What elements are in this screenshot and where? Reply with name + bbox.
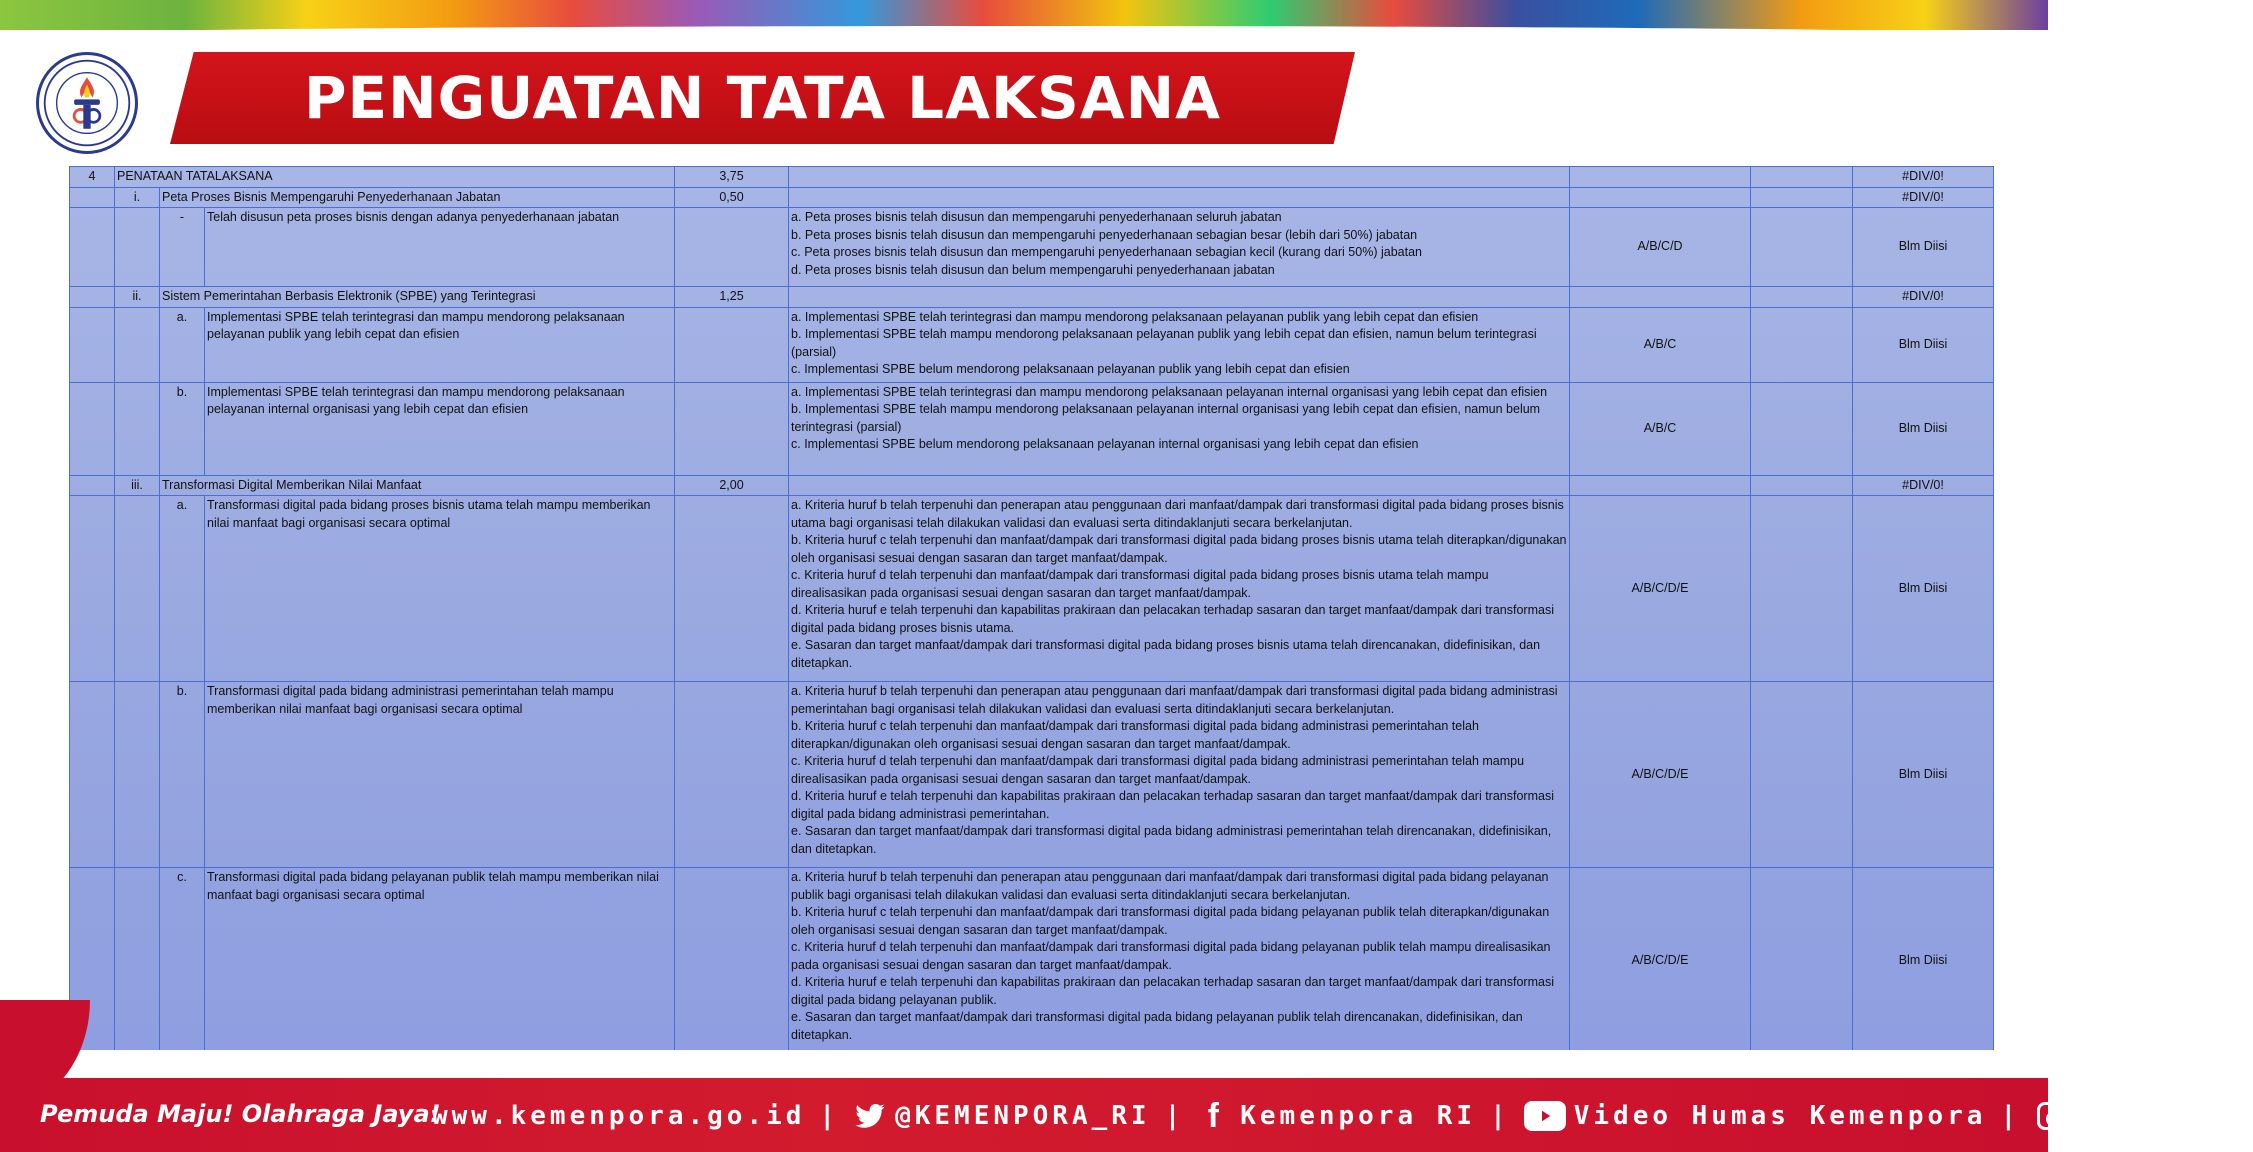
facebook-icon[interactable]: f (1207, 1096, 1223, 1135)
separator: | (1164, 1101, 1185, 1131)
criteria-cell (789, 208, 1570, 287)
criteria-row (70, 208, 1994, 287)
result-status: Blm Diisi (1853, 496, 1994, 682)
subsection-row (70, 475, 1994, 496)
criteria-option: e. Sasaran dan target manfaat/dampak dari transformasi digital pada bidang proses bisnis utama telah direncanakan, didefinisikan, dan ditetapkan. (791, 638, 1541, 670)
options-cell (1570, 167, 1751, 188)
subsection-row (70, 287, 1994, 308)
criteria-cell (789, 167, 1570, 188)
answer-input-cell[interactable] (1751, 868, 1853, 1055)
criteria-option: c. Kriteria huruf d telah terpenuhi dan manfaat/dampak dari transformasi digital pada bidang pelayanan publik telah mampu direalisasikan pada organisasi sesuai dengan sasaran dan target manfaat/dampak. (791, 940, 1551, 972)
blank-cell (115, 382, 160, 475)
facebook-name[interactable]: Kemenpora RI (1240, 1101, 1477, 1131)
criteria-row (70, 307, 1994, 382)
instagram-handle[interactable]: Kemenpora (2076, 1101, 2253, 1131)
item-marker: c. (160, 868, 205, 1055)
subsection-weight: 0,50 (675, 187, 789, 208)
criteria-option: a. Kriteria huruf b telah terpenuhi dan penerapan atau penggunaan dari manfaat/dampak dari transformasi digital pada bidang proses bisnis utama bagi organisasi telah dilakukan validasi dan evaluasi serta ditindaklanjuti secara berkelanjutan. (791, 498, 1564, 530)
blank-cell (70, 475, 115, 496)
criteria-cell (789, 475, 1570, 496)
logo-emblem-icon (41, 57, 133, 149)
item-marker: b. (160, 382, 205, 475)
subsection-label: Sistem Pemerintahan Berbasis Elektronik (SPBE) yang Terintegrasi (160, 287, 675, 308)
answer-options: A/B/C/D/E (1570, 496, 1751, 682)
criteria-row (70, 682, 1994, 868)
item-marker: b. (160, 682, 205, 868)
blank-cell (115, 496, 160, 682)
subsection-number: iii. (115, 475, 160, 496)
item-label: Telah disusun peta proses bisnis dengan adanya penyederhanaan jabatan (205, 208, 675, 287)
criteria-option: b. Implementasi SPBE telah mampu mendorong pelaksanaan pelayanan publik yang lebih cepat dan efisien, namun belum terintegrasi (parsial) (791, 327, 1537, 359)
criteria-cell (789, 187, 1570, 208)
separator: | (819, 1101, 840, 1131)
result-status: Blm Diisi (1853, 307, 1994, 382)
criteria-cell (789, 682, 1570, 868)
weight-cell (675, 382, 789, 475)
result-cell: #DIV/0! (1853, 475, 1994, 496)
weight-cell (675, 868, 789, 1055)
kemenpora-logo (36, 52, 138, 154)
result-status: Blm Diisi (1853, 682, 1994, 868)
criteria-option: c. Implementasi SPBE belum mendorong pelaksanaan pelayanan publik yang lebih cepat dan efisien (791, 362, 1350, 376)
criteria-row (70, 382, 1994, 475)
answer-cell (1751, 287, 1853, 308)
separator: | (2000, 1101, 2021, 1131)
website-link[interactable]: www.kemenpora.go.id (432, 1101, 806, 1131)
weight-cell (675, 208, 789, 287)
criteria-option: b. Kriteria huruf c telah terpenuhi dan manfaat/dampak dari transformasi digital pada bidang pelayanan publik telah diterapkan/digunakan oleh organisasi sesuai dengan sasaran dan target manfaat/dampak. (791, 905, 1550, 937)
criteria-option: b. Implementasi SPBE telah mampu mendorong pelaksanaan pelayanan internal organisasi yang lebih cepat dan efisien, namun belum terintegrasi (parsial) (791, 402, 1541, 434)
youtube-icon[interactable] (1524, 1101, 1566, 1131)
item-marker: a. (160, 496, 205, 682)
criteria-option: c. Implementasi SPBE belum mendorong pelaksanaan pelayanan internal organisasi yang lebih cepat dan efisien (791, 437, 1419, 451)
section-weight: 3,75 (675, 167, 789, 188)
blank-cell (70, 682, 115, 868)
criteria-option: a. Implementasi SPBE telah terintegrasi dan mampu mendorong pelaksanaan pelayanan publik yang lebih cepat dan efisien (791, 309, 1479, 324)
blank-cell (70, 496, 115, 682)
subsection-label: Peta Proses Bisnis Mempengaruhi Penyederhanaan Jabatan (160, 187, 675, 208)
criteria-option: d. Peta proses bisnis telah disusun dan belum mempengaruhi penyederhanaan jabatan (791, 262, 1275, 277)
answer-options: A/B/C/D (1570, 208, 1751, 287)
table-body (70, 167, 1994, 1055)
answer-input-cell[interactable] (1751, 208, 1853, 287)
criteria-option: c. Kriteria huruf d telah terpenuhi dan manfaat/dampak dari transformasi digital pada bidang administrasi pemerintahan telah mampu direalisasikan pada organisasi sesuai dengan sasaran dan target manfaat/dampak. (791, 754, 1525, 786)
subsection-label: Transformasi Digital Memberikan Nilai Manfaat (160, 475, 675, 496)
criteria-option: e. Sasaran dan target manfaat/dampak dari transformasi digital pada bidang administrasi pemerintahan telah direncanakan, didefinisikan, dan ditetapkan. (791, 824, 1552, 856)
answer-input-cell[interactable] (1751, 382, 1853, 475)
result-cell: #DIV/0! (1853, 167, 1994, 188)
blank-cell (70, 187, 115, 208)
blank-cell (115, 307, 160, 382)
criteria-option: d. Kriteria huruf e telah terpenuhi dan kapabilitas prakiraan dan pelacakan terhadap sasaran dan target manfaat/dampak dari transformasi digital pada bidang administrasi pemerintahan. (791, 789, 1554, 821)
item-marker: a. (160, 307, 205, 382)
footer-social-links (432, 1096, 2253, 1135)
blank-cell (70, 382, 115, 475)
footer-slogan: Pemuda Maju! Olahraga Jaya! (40, 1100, 441, 1128)
separator: | (1490, 1101, 1510, 1131)
blank-cell (70, 307, 115, 382)
criteria-option: a. Peta proses bisnis telah disusun dan mempengaruhi penyederhanaan seluruh jabatan (791, 210, 1282, 224)
section-number: 4 (70, 167, 115, 188)
weight-cell (675, 307, 789, 382)
result-cell: #DIV/0! (1853, 287, 1994, 308)
criteria-option: e. Sasaran dan target manfaat/dampak dari transformasi digital pada bidang pelayanan publik telah direncanakan, didefinisikan, dan ditetapkan. (791, 1010, 1523, 1042)
weight-cell (675, 496, 789, 682)
answer-options: A/B/C/D/E (1570, 682, 1751, 868)
blank-cell (115, 868, 160, 1055)
blank-cell (70, 287, 115, 308)
criteria-row (70, 868, 1994, 1055)
blank-cell (115, 682, 160, 868)
twitter-icon[interactable] (853, 1099, 887, 1133)
weight-cell (675, 682, 789, 868)
options-cell (1570, 287, 1751, 308)
subsection-weight: 1,25 (675, 287, 789, 308)
answer-input-cell[interactable] (1751, 682, 1853, 868)
criteria-cell (789, 382, 1570, 475)
blank-cell (70, 208, 115, 287)
section-label: PENATAAN TATALAKSANA (115, 167, 675, 188)
subsection-number: ii. (115, 287, 160, 308)
top-decorative-band (0, 0, 2048, 30)
page-title: PENGUATAN TATA LAKSANA (303, 64, 1222, 132)
criteria-cell (789, 287, 1570, 308)
criteria-cell (789, 868, 1570, 1055)
answer-input-cell[interactable] (1751, 496, 1853, 682)
criteria-row (70, 496, 1994, 682)
criteria-option: d. Kriteria huruf e telah terpenuhi dan kapabilitas prakiraan dan pelacakan terhadap sasaran dan target manfaat/dampak dari transformasi digital pada bidang pelayanan publik. (791, 975, 1554, 1007)
criteria-option: b. Kriteria huruf c telah terpenuhi dan manfaat/dampak dari transformasi digital pada bidang administrasi pemerintahan telah diterapkan/digunakan oleh organisasi sesuai dengan sasaran dan target manfaat/dampak. (791, 719, 1479, 751)
instagram-icon[interactable] (2034, 1099, 2068, 1133)
answer-cell (1751, 475, 1853, 496)
section-row (70, 167, 1994, 188)
subsection-number: i. (115, 187, 160, 208)
result-status: Blm Diisi (1853, 208, 1994, 287)
answer-cell (1751, 167, 1853, 188)
criteria-option: b. Kriteria huruf c telah terpenuhi dan manfaat/dampak dari transformasi digital pada bidang proses bisnis utama telah diterapkan/digunakan oleh organisasi sesuai dengan sasaran dan target manfaat/dampak. (791, 533, 1567, 565)
options-cell (1570, 475, 1751, 496)
criteria-option: c. Peta proses bisnis telah disusun dan mempengaruhi penyederhanaan sebagian kecil (kurang dari 50%) jabatan (791, 245, 1422, 259)
subsection-row (70, 187, 1994, 208)
result-status: Blm Diisi (1853, 868, 1994, 1055)
subsection-weight: 2,00 (675, 475, 789, 496)
twitter-handle[interactable]: @KEMENPORA_RI (895, 1101, 1151, 1131)
criteria-option: a. Implementasi SPBE telah terintegrasi dan mampu mendorong pelaksanaan pelayanan internal organisasi yang lebih cepat dan efisien (791, 384, 1548, 399)
item-label: Transformasi digital pada bidang pelayanan publik telah mampu memberikan nilai manfaat bagi organisasi secara optimal (205, 868, 675, 1055)
assessment-table-wrapper (69, 166, 1993, 1050)
assessment-table (69, 166, 1994, 1055)
item-label: Implementasi SPBE telah terintegrasi dan mampu mendorong pelaksanaan pelayanan internal organisasi yang lebih cepat dan efisien (205, 382, 675, 475)
result-status: Blm Diisi (1853, 382, 1994, 475)
answer-options: A/B/C/D/E (1570, 868, 1751, 1055)
criteria-option: c. Kriteria huruf d telah terpenuhi dan manfaat/dampak dari transformasi digital pada bidang proses bisnis utama telah mampu direalisasikan pada organisasi sesuai dengan sasaran dan target manfaat/dampak. (791, 568, 1489, 600)
criteria-option: b. Peta proses bisnis telah disusun dan mempengaruhi penyederhanaan sebagian besar (lebih dari 50%) jabatan (791, 227, 1418, 242)
criteria-cell (789, 496, 1570, 682)
options-cell (1570, 187, 1751, 208)
item-label: Transformasi digital pada bidang proses bisnis utama telah mampu memberikan nilai manfaat bagi organisasi secara optimal (205, 496, 675, 682)
item-marker: - (160, 208, 205, 287)
result-cell: #DIV/0! (1853, 187, 1994, 208)
criteria-option: d. Kriteria huruf e telah terpenuhi dan kapabilitas prakiraan dan pelacakan terhadap sasaran dan target manfaat/dampak dari transformasi digital pada bidang proses bisnis utama. (791, 603, 1554, 635)
answer-cell (1751, 187, 1853, 208)
criteria-cell (789, 307, 1570, 382)
criteria-option: a. Kriteria huruf b telah terpenuhi dan penerapan atau penggunaan dari manfaat/dampak dari transformasi digital pada bidang administrasi pemerintahan bagi organisasi telah dilakukan validasi dan evaluasi serta ditindaklanjuti secara berkelanjutan. (791, 684, 1558, 716)
answer-input-cell[interactable] (1751, 307, 1853, 382)
item-label: Implementasi SPBE telah terintegrasi dan mampu mendorong pelaksanaan pelayanan publik yang lebih cepat dan efisien (205, 307, 675, 382)
answer-options: A/B/C (1570, 307, 1751, 382)
answer-options: A/B/C (1570, 382, 1751, 475)
criteria-option: a. Kriteria huruf b telah terpenuhi dan penerapan atau penggunaan dari manfaat/dampak dari transformasi digital pada bidang pelayanan publik bagi organisasi telah dilakukan validasi dan evaluasi serta ditindaklanjuti secara berkelanjutan. (791, 870, 1549, 902)
item-label: Transformasi digital pada bidang administrasi pemerintahan telah mampu memberikan nilai manfaat bagi organisasi secara optimal (205, 682, 675, 868)
blank-cell (115, 208, 160, 287)
youtube-channel[interactable]: Video Humas Kemenpora (1573, 1101, 1987, 1131)
